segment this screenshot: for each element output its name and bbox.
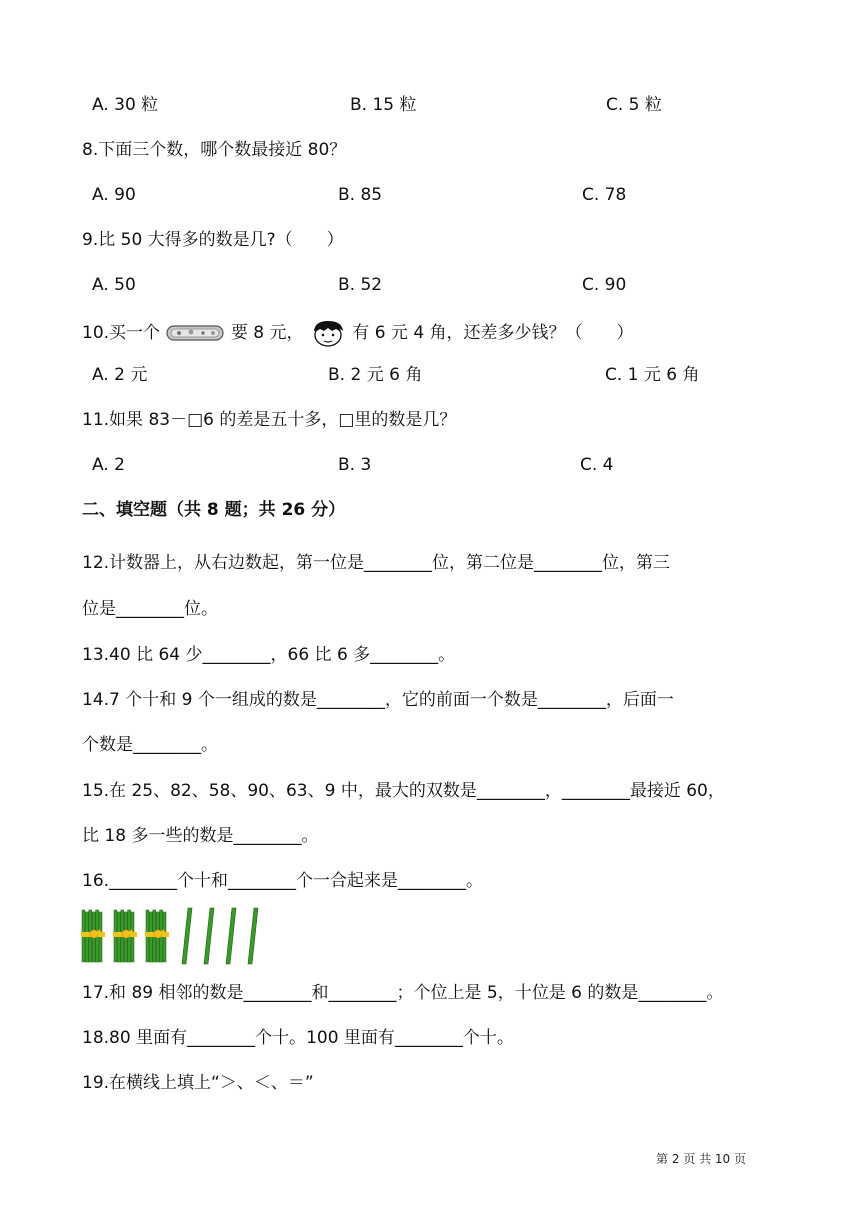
sticks-image <box>80 904 280 968</box>
q7-option-c[interactable]: C. 5 粒 <box>606 95 662 115</box>
q8-option-a[interactable]: A. 90 <box>92 185 136 205</box>
sticks-group <box>81 908 258 964</box>
q14-line-1: 14.7 个十和 9 个一组成的数是________，它的前面一个数是________，后面一 <box>82 690 674 710</box>
q8-option-c[interactable]: C. 78 <box>582 185 627 205</box>
single-stick <box>182 908 192 964</box>
q10-text-3: 有 6 元 4 角，还差多少钱？（ ） <box>352 323 634 343</box>
pencil-case-icon <box>165 322 225 344</box>
q11-options <box>92 454 792 476</box>
q8-option-b[interactable]: B. 85 <box>338 185 383 205</box>
q11-stem: 11.如果 83－□6 的差是五十多，□里的数是几？ <box>82 410 457 430</box>
q9-stem: 9.比 50 大得多的数是几?（ ） <box>82 230 344 250</box>
q10-options <box>92 364 792 386</box>
q11-option-c[interactable]: C. 4 <box>580 455 614 475</box>
q14-line-2: 个数是________。 <box>82 735 218 755</box>
q16-stem: 16.________个十和________个一合起来是________。 <box>82 871 484 891</box>
q15-line-2: 比 18 多一些的数是________。 <box>82 826 319 846</box>
q13-stem: 13.40 比 64 少________，66 比 6 多________。 <box>82 645 456 665</box>
q17-stem: 17.和 89 相邻的数是________和________；个位上是 5，十位是 6 的数是________。 <box>82 983 724 1003</box>
single-stick <box>248 908 258 964</box>
q10-option-b[interactable]: B. 2 元 6 角 <box>328 365 423 385</box>
boy-face-icon <box>309 319 347 347</box>
single-stick <box>226 908 236 964</box>
q19-stem: 19.在横线上填上“＞、＜、＝” <box>82 1073 314 1093</box>
q11-option-a[interactable]: A. 2 <box>92 455 125 475</box>
q10-option-a[interactable]: A. 2 元 <box>92 365 148 385</box>
q7-option-b[interactable]: B. 15 粒 <box>350 95 417 115</box>
section-heading: 二、填空题（共 8 题；共 26 分） <box>82 500 346 520</box>
q8-stem: 8.下面三个数，哪个数最接近 80？ <box>82 140 347 160</box>
stick-bundle <box>81 910 105 962</box>
q15-line-1: 15.在 25、82、58、90、63、9 中，最大的双数是________，________最接近 60， <box>82 781 725 801</box>
q10-stem <box>82 319 634 347</box>
q12-line-2: 位是________位。 <box>82 599 218 619</box>
q9-options <box>92 274 792 296</box>
q11-option-b[interactable]: B. 3 <box>338 455 372 475</box>
page-footer: 第 2 页 共 10 页 <box>656 1152 746 1166</box>
q10-option-c[interactable]: C. 1 元 6 角 <box>605 365 700 385</box>
q8-options <box>92 184 792 206</box>
stick-bundle <box>113 910 137 962</box>
q10-text-1: 10.买一个 <box>82 323 161 343</box>
q9-option-b[interactable]: B. 52 <box>338 275 383 295</box>
stick-bundle <box>145 910 169 962</box>
q9-option-a[interactable]: A. 50 <box>92 275 136 295</box>
single-stick <box>204 908 214 964</box>
q7-option-a[interactable]: A. 30 粒 <box>92 95 159 115</box>
q7-options <box>92 94 792 116</box>
q9-option-c[interactable]: C. 90 <box>582 275 627 295</box>
q18-stem: 18.80 里面有________个十。100 里面有________个十。 <box>82 1028 514 1048</box>
q10-text-2: 要 8 元， <box>230 323 304 343</box>
q12-line-1: 12.计数器上，从右边数起，第一位是________位，第二位是________位，第三 <box>82 553 671 573</box>
